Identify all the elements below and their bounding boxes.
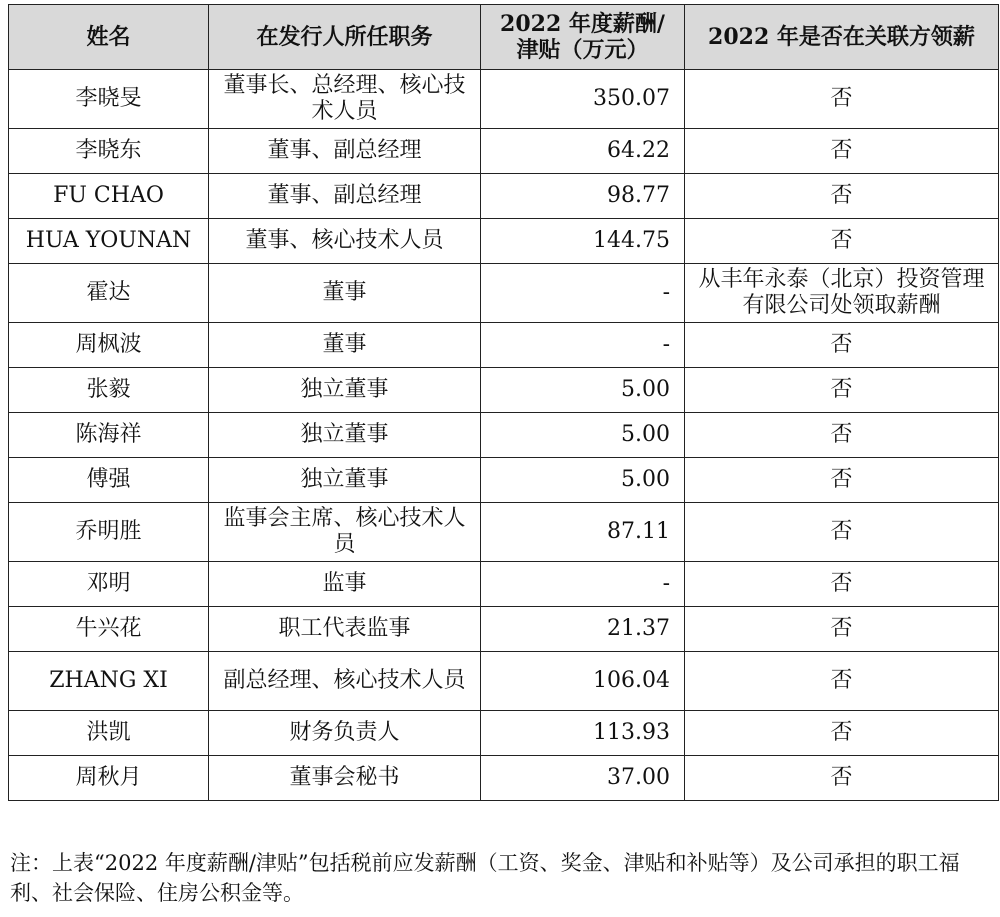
cell-related: 否 <box>685 174 999 219</box>
cell-pay: 87.11 <box>481 503 685 562</box>
table-row <box>9 70 999 129</box>
cell-pay: 144.75 <box>481 219 685 264</box>
table-row <box>9 323 999 368</box>
cell-position: 董事 <box>209 323 481 368</box>
table-row <box>9 756 999 801</box>
cell-name: 洪凯 <box>9 711 209 756</box>
table-row <box>9 129 999 174</box>
cell-name: 牛兴花 <box>9 607 209 652</box>
cell-related: 否 <box>685 129 999 174</box>
cell-related: 否 <box>685 503 999 562</box>
compensation-table <box>8 4 999 801</box>
table-footnote: 注：上表“2022 年度薪酬/津贴”包括税前应发薪酬（工资、奖金、津贴和补贴等）及公司承担的职工福利、社会保险、住房公积金等。 <box>10 851 960 905</box>
cell-position: 董事、副总经理 <box>209 129 481 174</box>
header-name: 姓名 <box>9 5 209 70</box>
table-row <box>9 368 999 413</box>
cell-pay: 5.00 <box>481 413 685 458</box>
cell-related: 否 <box>685 756 999 801</box>
cell-related: 否 <box>685 219 999 264</box>
cell-name: 李晓旻 <box>9 70 209 129</box>
cell-related: 否 <box>685 413 999 458</box>
cell-related: 否 <box>685 323 999 368</box>
table-row <box>9 174 999 219</box>
cell-name: 李晓东 <box>9 129 209 174</box>
cell-name: FU CHAO <box>9 174 209 219</box>
cell-position: 独立董事 <box>209 458 481 503</box>
cell-pay: - <box>481 264 685 323</box>
cell-related: 否 <box>685 70 999 129</box>
cell-related: 否 <box>685 368 999 413</box>
cell-pay: 113.93 <box>481 711 685 756</box>
cell-name: 周秋月 <box>9 756 209 801</box>
cell-name: 霍达 <box>9 264 209 323</box>
cell-pay: 5.00 <box>481 458 685 503</box>
table-row <box>9 562 999 607</box>
table-row <box>9 711 999 756</box>
cell-position: 董事、副总经理 <box>209 174 481 219</box>
cell-position: 董事 <box>209 264 481 323</box>
cell-related: 否 <box>685 711 999 756</box>
cell-name: 张毅 <box>9 368 209 413</box>
cell-related: 否 <box>685 652 999 711</box>
cell-name: 乔明胜 <box>9 503 209 562</box>
cell-pay: - <box>481 323 685 368</box>
cell-position: 财务负责人 <box>209 711 481 756</box>
table-row <box>9 219 999 264</box>
cell-pay: - <box>481 562 685 607</box>
cell-name: 陈海祥 <box>9 413 209 458</box>
table-row <box>9 503 999 562</box>
cell-name: 周枫波 <box>9 323 209 368</box>
table-row <box>9 652 999 711</box>
cell-related: 从丰年永泰（北京）投资管理有限公司处领取薪酬 <box>685 264 999 323</box>
cell-pay: 350.07 <box>481 70 685 129</box>
cell-name: HUA YOUNAN <box>9 219 209 264</box>
cell-pay: 5.00 <box>481 368 685 413</box>
table-row <box>9 607 999 652</box>
header-pay: 2022 年度薪酬/津贴（万元） <box>481 5 685 70</box>
cell-position: 独立董事 <box>209 413 481 458</box>
cell-related: 否 <box>685 562 999 607</box>
cell-related: 否 <box>685 607 999 652</box>
cell-name: ZHANG XI <box>9 652 209 711</box>
table-header-row <box>9 5 999 70</box>
cell-name: 傅强 <box>9 458 209 503</box>
table-row <box>9 264 999 323</box>
table-row <box>9 413 999 458</box>
table-row <box>9 458 999 503</box>
cell-position: 监事会主席、核心技术人员 <box>209 503 481 562</box>
cell-position: 副总经理、核心技术人员 <box>209 652 481 711</box>
header-related-pay: 2022 年是否在关联方领薪 <box>685 5 999 70</box>
cell-name: 邓明 <box>9 562 209 607</box>
cell-position: 职工代表监事 <box>209 607 481 652</box>
cell-position: 董事会秘书 <box>209 756 481 801</box>
cell-pay: 98.77 <box>481 174 685 219</box>
cell-pay: 106.04 <box>481 652 685 711</box>
cell-position: 监事 <box>209 562 481 607</box>
cell-position: 董事长、总经理、核心技术人员 <box>209 70 481 129</box>
cell-pay: 21.37 <box>481 607 685 652</box>
cell-related: 否 <box>685 458 999 503</box>
cell-position: 独立董事 <box>209 368 481 413</box>
cell-position: 董事、核心技术人员 <box>209 219 481 264</box>
header-position: 在发行人所任职务 <box>209 5 481 70</box>
cell-pay: 64.22 <box>481 129 685 174</box>
cell-pay: 37.00 <box>481 756 685 801</box>
